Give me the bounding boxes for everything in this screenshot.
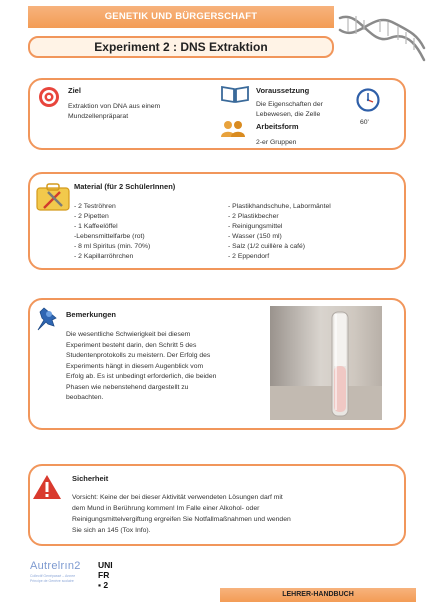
safety-line: dem Mund in Berührung kommen! Im Falle einer Alkohol- oder bbox=[72, 505, 260, 512]
overview-card bbox=[28, 78, 406, 150]
remarks-card bbox=[28, 298, 406, 430]
workform-text: 2-er Gruppen bbox=[256, 139, 297, 146]
target-icon bbox=[38, 86, 60, 108]
page-title: Experiment 2 : DNS Extraktion bbox=[28, 36, 334, 58]
prerequisite-text-line1: Die Eigenschaften der bbox=[256, 101, 323, 108]
remarks-line: beobachten. bbox=[66, 394, 104, 401]
material-item: - 2 Pipetten bbox=[74, 213, 109, 220]
duration-value: 60' bbox=[360, 119, 369, 126]
material-item: - 1 Kaffeelöffel bbox=[74, 223, 118, 230]
remarks-line: Die wesentliche Schwierigkeit bei diesem bbox=[66, 331, 191, 338]
pushpin-icon bbox=[34, 306, 60, 334]
prerequisite-label: Voraussetzung bbox=[256, 86, 310, 95]
test-tube-photo bbox=[270, 306, 382, 420]
safety-card bbox=[28, 464, 406, 546]
safety-line: Vorsicht: Keine der bei dieser Aktivität verwendeten Lösungen darf mit bbox=[72, 494, 283, 501]
remarks-text bbox=[66, 330, 216, 404]
header-banner: GENETIK UND BÜRGERSCHAFT bbox=[28, 6, 334, 28]
prerequisite-text-line2: Lebewesen, die Zelle bbox=[256, 111, 321, 118]
dna-helix-icon bbox=[336, 8, 428, 64]
material-item: - 2 Kapillarröhrchen bbox=[74, 253, 134, 260]
safety-line: Sie sich an 145 (Tox Info). bbox=[72, 527, 151, 534]
remarks-line: Phasen wie nebenstehend dargestellt zu bbox=[66, 383, 189, 391]
workform-label: Arbeitsform bbox=[256, 122, 299, 131]
remarks-label: Bemerkungen bbox=[66, 310, 117, 319]
remarks-line: Studentenprotokolls zu meistern. Der Erfolg des bbox=[66, 352, 211, 359]
goal-label: Ziel bbox=[68, 86, 81, 95]
material-item: - Wasser (150 ml) bbox=[228, 233, 282, 240]
material-item: - 2 Teströhren bbox=[74, 203, 116, 210]
remarks-line: Experiment besteht darin, den Schritt 5 des bbox=[66, 341, 197, 349]
materials-list-left bbox=[74, 202, 150, 262]
book-icon bbox=[220, 84, 250, 104]
clock-icon bbox=[356, 88, 380, 112]
goal-text-line2: Mundzellenpräparat bbox=[68, 113, 129, 120]
unifr-logo: UNI FR ▪ 2 bbox=[98, 560, 113, 590]
material-item: - Reinigungsmittel bbox=[228, 223, 283, 230]
material-item: - Plastikhandschuhe, Labormäntel bbox=[228, 203, 331, 210]
material-item: - Salz (1/2 cuillère à café) bbox=[228, 243, 306, 250]
materials-card bbox=[28, 172, 406, 270]
autrement-logo-text: Autrelrın2 bbox=[30, 560, 81, 572]
materials-label: Material (für 2 SchülerInnen) bbox=[74, 182, 176, 191]
autrement-logo bbox=[30, 560, 86, 600]
material-item: - 2 Plastikbecher bbox=[228, 213, 279, 220]
autrement-logo-subtext: Collectif Genépassé – Annee Principe de Genève scolaire bbox=[30, 574, 76, 583]
group-icon bbox=[220, 120, 246, 138]
safety-label: Sicherheit bbox=[72, 474, 109, 483]
remarks-line: Erfolg ab. Es ist unbedingt erforderlich, die beiden bbox=[66, 373, 217, 380]
remarks-line: Experiments hängt in diesem Augenblick vom bbox=[66, 362, 204, 370]
warning-icon bbox=[32, 474, 62, 500]
tools-icon bbox=[36, 182, 70, 212]
safety-text bbox=[72, 492, 291, 536]
materials-list-right bbox=[228, 202, 331, 262]
material-item: - 2 Eppendorf bbox=[228, 253, 270, 260]
goal-text-line1: Extraktion von DNA aus einem bbox=[68, 103, 161, 110]
material-item: -Lebensmittelfarbe (rot) bbox=[74, 233, 145, 240]
material-item: - 8 ml Spiritus (min. 70%) bbox=[74, 243, 151, 250]
safety-line: Reinigungsmittelvergiftung ergreifen Sie Notfallmaßnahmen und wenden bbox=[72, 516, 291, 523]
footer-banner: LEHRER-HANDBUCH bbox=[220, 588, 416, 602]
